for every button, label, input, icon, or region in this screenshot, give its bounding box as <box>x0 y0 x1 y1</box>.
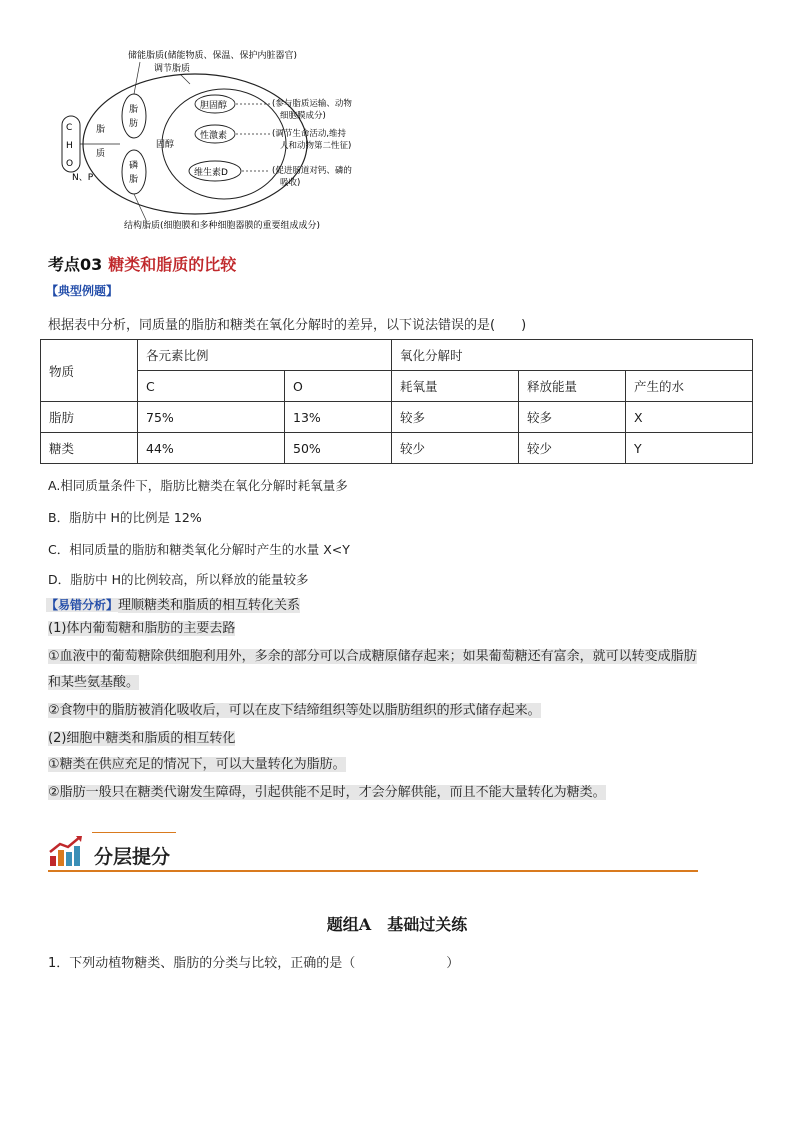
subheader-oxygen: 耗氧量 <box>392 371 519 402</box>
para-text: 和某些氨基酸。 <box>48 675 140 690</box>
diagram-connector <box>180 74 190 84</box>
table-row <box>41 402 753 433</box>
diagram-connector <box>134 62 140 94</box>
note2-line1: (调节生命活动,维持 <box>272 129 347 139</box>
analysis-title: 理顺糖类和脂质的相互转化关系 <box>118 598 301 613</box>
row-water: X <box>626 402 753 433</box>
subheader-c: C <box>138 371 285 402</box>
analysis-tag: 【易错分析】 <box>46 598 119 612</box>
subheader-water: 产生的水 <box>626 371 753 402</box>
note3-line1: (促进肠道对钙、磷的 <box>272 166 352 176</box>
element-np: N、P <box>72 173 94 183</box>
row-oxygen: 较少 <box>392 433 519 464</box>
option-b: B．脂肪中 H的比例是 12% <box>48 510 202 525</box>
subheader-energy: 释放能量 <box>519 371 626 402</box>
analysis-para-2 <box>48 644 697 670</box>
row-energy: 较少 <box>519 433 626 464</box>
diagram-bottom-label: 结构脂质(细胞膜和多种细胞器膜的重要组成成分) <box>124 221 321 231</box>
fat-ellipse <box>122 94 146 138</box>
row-o: 50% <box>285 433 392 464</box>
section-header <box>48 832 698 872</box>
question-text: 根据表中分析，同质量的脂肪和糖类在氧化分解时的差异，以下说法错误的是( ) <box>48 318 527 333</box>
phospho-label-2: 脂 <box>129 175 139 185</box>
diagram-top-label: 储能脂质(储能物质、保温、保护内脏器官) <box>128 51 298 61</box>
analysis-para-4 <box>48 698 541 724</box>
option-a: A.相同质量条件下，脂肪比糖类在氧化分解时耗氧量多 <box>48 478 348 493</box>
row-c: 75% <box>138 402 285 433</box>
table-row <box>41 433 753 464</box>
header-oxidation: 氧化分解时 <box>392 340 753 371</box>
lipid-diagram-svg <box>50 44 370 232</box>
option-c: C．相同质量的脂肪和糖类氧化分解时产生的水量 X<Y <box>48 542 350 557</box>
row-c: 44% <box>138 433 285 464</box>
analysis-para-6 <box>48 752 346 778</box>
cholesterol-label: 胆固醇 <box>200 101 228 111</box>
kaodian-heading <box>48 252 236 275</box>
row-name: 脂肪 <box>41 402 138 433</box>
zhi-label: 脂 <box>96 125 106 135</box>
para-text: (2)细胞中糖类和脂质的相互转化 <box>48 731 236 746</box>
fat-label-2: 肪 <box>129 119 139 129</box>
para-text: ①糖类在供应充足的情况下，可以大量转化为脂肪。 <box>48 757 346 772</box>
analysis-para-7 <box>48 780 606 806</box>
phospholipid-ellipse <box>122 150 146 194</box>
section-top-line <box>92 832 176 833</box>
question-1: 1．下列动植物糖类、脂肪的分类与比较，正确的是（ ） <box>48 956 460 971</box>
phospho-label-1: 磷 <box>129 161 139 171</box>
para-text: ②脂肪一般只在糖类代谢发生障碍，引起供能不足时，才会分解供能，而且不能大量转化为糖类。 <box>48 785 606 800</box>
group-title: 题组A 基础过关练 <box>326 915 468 934</box>
row-name: 糖类 <box>41 433 138 464</box>
kaodian-title: 糖类和脂质的比较 <box>108 255 237 274</box>
comparison-table <box>40 339 753 464</box>
row-o: 13% <box>285 402 392 433</box>
element-h: H <box>66 141 73 151</box>
para-text: (1)体内葡萄糖和脂肪的主要去路 <box>48 621 236 636</box>
analysis-heading <box>46 594 300 613</box>
header-ratio: 各元素比例 <box>138 340 392 371</box>
note1-line2: 细胞膜成分) <box>280 111 326 121</box>
header-substance: 物质 <box>41 340 138 402</box>
option-d: D．脂肪中 H的比例较高，所以释放的能量较多 <box>48 572 309 587</box>
section-underline <box>48 870 698 872</box>
note3-line2: 吸收) <box>280 178 301 188</box>
diagram-top-sub: 调节脂质 <box>154 64 191 74</box>
lipid-classification-diagram <box>50 44 370 232</box>
subheader-o: O <box>285 371 392 402</box>
fat-label-1: 脂 <box>129 105 139 115</box>
para-text: ①血液中的葡萄糖除供细胞利用外，多余的部分可以合成糖原储存起来；如果葡萄糖还有富余，就可以转变成脂肪 <box>48 649 697 664</box>
bar-chart-icon <box>48 834 84 868</box>
note2-line2: 人和动物第二性征) <box>280 141 352 151</box>
sterol-label: 固醇 <box>156 140 175 150</box>
element-o: O <box>66 159 74 169</box>
example-tag: 【典型例题】 <box>46 284 119 298</box>
sex-hormone-label: 性激素 <box>200 131 228 141</box>
row-oxygen: 较多 <box>392 402 519 433</box>
vitd-label: 维生素D <box>194 168 228 178</box>
analysis-para-5 <box>48 726 235 752</box>
note1-line1: (参与脂质运输、动物 <box>272 99 352 109</box>
analysis-para-3 <box>48 670 139 696</box>
section-title: 分层提分 <box>94 846 171 868</box>
zhi2-label: 质 <box>96 149 106 159</box>
row-water: Y <box>626 433 753 464</box>
row-energy: 较多 <box>519 402 626 433</box>
analysis-para-1 <box>48 616 235 642</box>
kaodian-number: 考点03 <box>48 255 103 274</box>
para-text: ②食物中的脂肪被消化吸收后，可以在皮下结缔组织等处以脂肪组织的形式储存起来。 <box>48 703 541 718</box>
element-c: C <box>66 123 73 133</box>
